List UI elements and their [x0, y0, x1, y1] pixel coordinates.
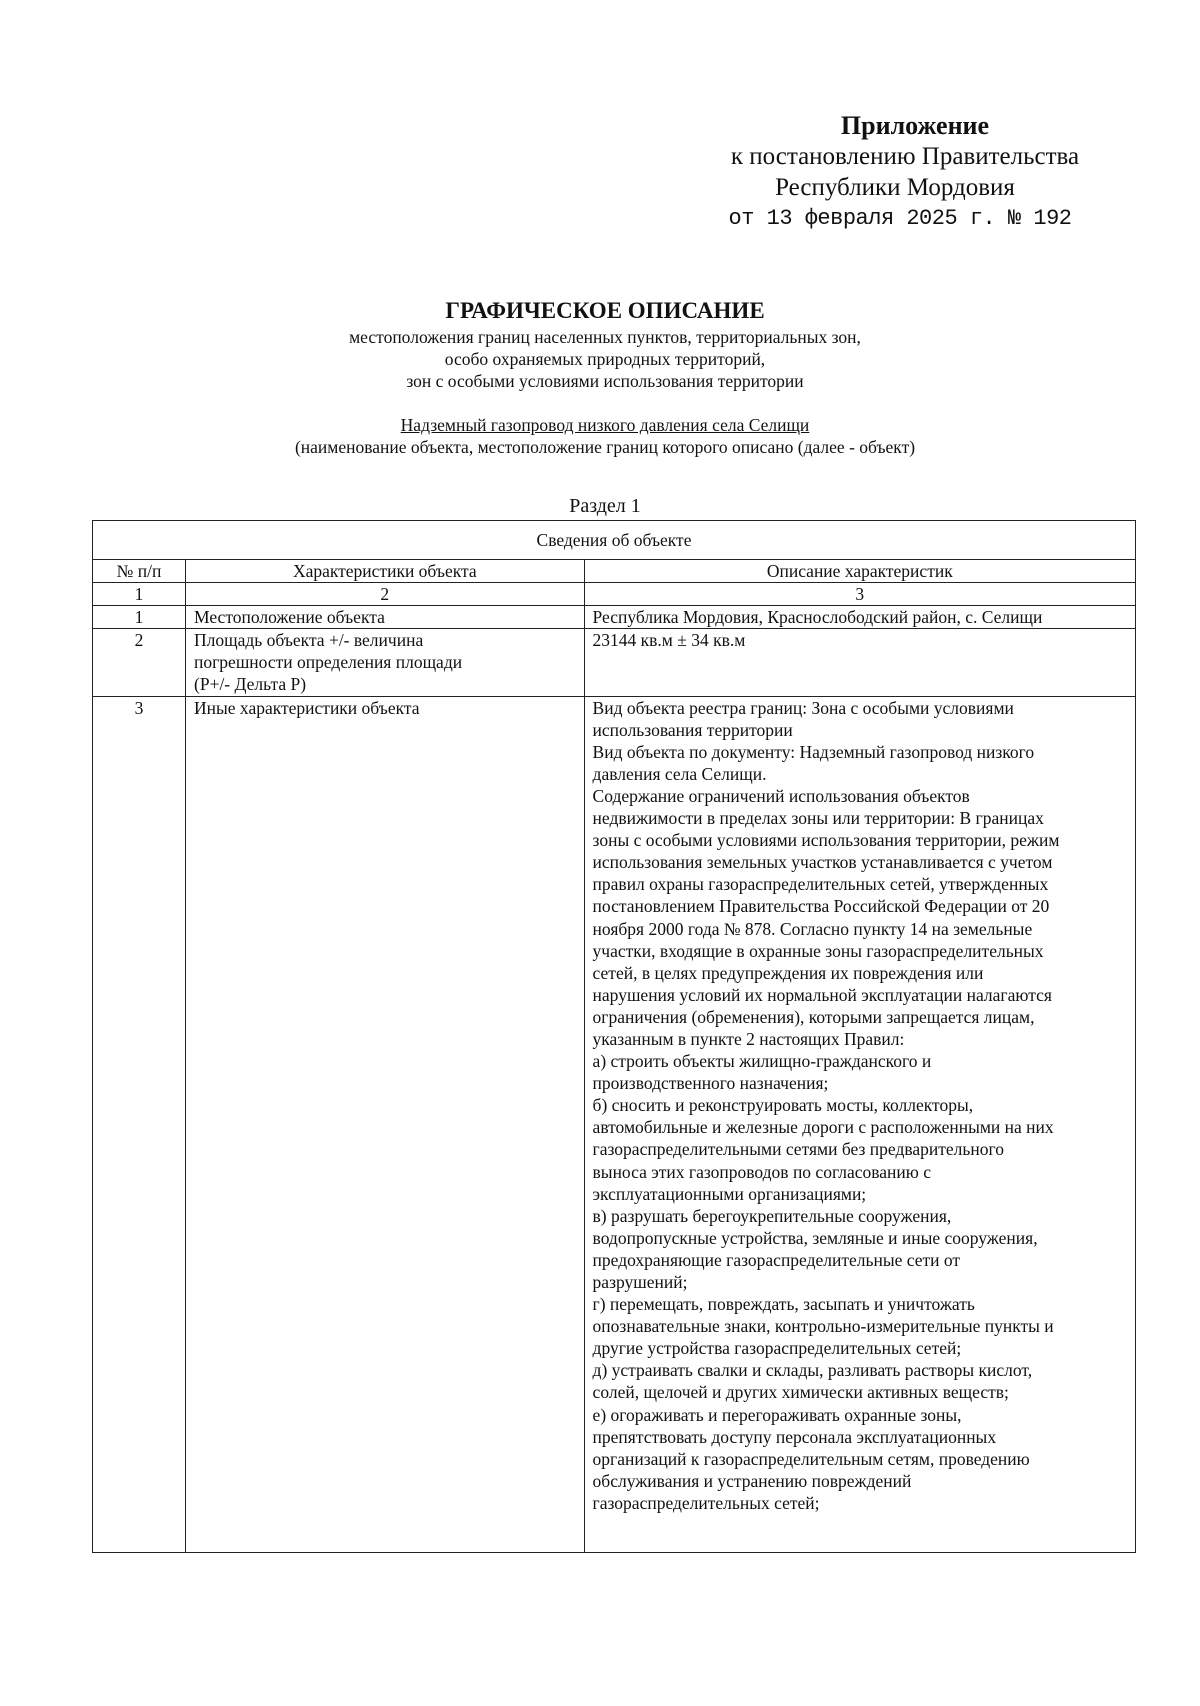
document-subtitle-line: зон с особыми условиями использования территории — [406, 371, 804, 391]
characteristic-line: погрешности определения площади — [194, 652, 463, 673]
document-subtitle-line: особо охраняемых природных территорий, — [444, 349, 766, 369]
characteristic-line: (P+/- Дельта P) — [194, 674, 307, 695]
description-line: сетей, в целях предупреждения их повреждения или — [592, 962, 984, 983]
description-line: солей, щелочей и других химически активных веществ; — [592, 1382, 1009, 1403]
description-line: предохраняющие газораспределительные сети от — [592, 1249, 961, 1270]
description-line: Вид объекта реестра границ: Зона с особыми условиями — [592, 697, 1014, 718]
row-number: 1 — [93, 606, 186, 629]
description-line: недвижимости в пределах зоны или территории: В границах — [592, 808, 1044, 829]
row-characteristic — [186, 696, 585, 1552]
description-line: в) разрушать берегоукрепительные сооружения, — [592, 1205, 952, 1226]
table-header-row — [93, 560, 1136, 583]
description-line: б) сносить и реконструировать мосты, коллекторы, — [592, 1095, 974, 1116]
header-description: Описание характеристик — [584, 560, 1135, 583]
appendix-line-3: Республики Мордовия — [775, 174, 1015, 201]
description-line: а) строить объекты жилищно-гражданского и — [592, 1051, 932, 1072]
description-line: участки, входящие в охранные зоны газораспределительных — [592, 940, 1044, 961]
description-line: газораспределительных сетей; — [592, 1492, 820, 1513]
description-line: автомобильные и железные дороги с расположенными на них — [592, 1117, 1054, 1138]
document-header — [150, 296, 1060, 458]
row-characteristic — [186, 629, 585, 696]
document-subtitle-line: местоположения границ населенных пунктов, территориальных зон, — [349, 327, 861, 347]
description-line: е) огораживать и перегораживать охранные зоны, — [592, 1404, 962, 1425]
description-line: эксплуатационными организациями; — [592, 1183, 867, 1204]
description-line: постановлением Правительства Российской Федерации от 20 — [592, 896, 1050, 917]
row-characteristic — [186, 606, 585, 629]
description-line: правил охраны газораспределительных сетей, утвержденных — [592, 874, 1049, 895]
description-line: ноября 2000 года № 878. Согласно пункту 14 на земельные — [592, 918, 1033, 939]
row-number: 3 — [93, 696, 186, 1552]
table-row — [93, 606, 1136, 629]
document-title: ГРАФИЧЕСКОЕ ОПИСАНИЕ — [445, 298, 765, 323]
description-line: производственного назначения; — [592, 1073, 829, 1094]
description-line: газораспределительными сетями без предварительного — [592, 1139, 1005, 1160]
description-line: Содержание ограничений использования объектов — [592, 785, 970, 806]
description-line: выноса этих газопроводов по согласованию с — [592, 1161, 932, 1182]
row-description — [584, 696, 1135, 1552]
appendix-line-2: к постановлению Правительства — [730, 143, 1080, 170]
object-info-table — [92, 520, 1136, 1553]
description-line: давления села Селищи. — [592, 763, 767, 784]
description-line: препятствовать доступу персонала эксплуатационных — [592, 1426, 997, 1447]
description-line: ограничения (обременения), которыми запрещается лицам, — [592, 1006, 1035, 1027]
table-title: Сведения об объекте — [93, 521, 1136, 560]
description-line: 23144 кв.м ± 34 кв.м — [592, 630, 746, 651]
row-number: 2 — [93, 629, 186, 696]
header-characteristic: Характеристики объекта — [186, 560, 585, 583]
characteristic-line: Местоположение объекта — [194, 607, 385, 628]
column-numbers-row — [93, 583, 1136, 606]
description-line: разрушений; — [592, 1272, 688, 1292]
description-line: другие устройства газораспределительных сетей; — [592, 1338, 962, 1359]
table-title-row — [93, 521, 1136, 560]
description-line: обслуживания и устранению повреждений — [592, 1470, 912, 1491]
description-line: организаций к газораспределительным сетям, проведению — [592, 1448, 1030, 1469]
column-number: 3 — [584, 583, 1135, 606]
description-line: Республика Мордовия, Краснослободский район, с. Селищи — [592, 607, 1043, 628]
description-line: Вид объекта по документу: Надземный газопровод низкого — [592, 741, 1035, 762]
table-row — [93, 696, 1136, 1552]
description-line: указанным в пункте 2 настоящих Правил: — [592, 1028, 905, 1049]
description-line: использования земельных участков устанавливается с учетом — [592, 852, 1053, 873]
section-label: Раздел 1 — [569, 495, 641, 517]
column-number: 1 — [93, 583, 186, 606]
characteristic-line: Иные характеристики объекта — [194, 697, 420, 718]
description-line: зоны с особыми условиями использования территории, режим — [592, 830, 1060, 851]
appendix-date: от 13 февраля 2025 г. № 192 — [728, 206, 1072, 231]
description-line: г) перемещать, повреждать, засыпать и уничтожать — [592, 1294, 975, 1315]
characteristic-line: Площадь объекта +/- величина — [194, 630, 424, 651]
row-description — [584, 629, 1135, 696]
appendix-block — [660, 110, 1130, 234]
table-row — [93, 629, 1136, 696]
description-line: опознавательные знаки, контрольно-измерительные пункты и — [592, 1316, 1054, 1337]
object-caption: (наименование объекта, местоположение границ которого описано (далее - объект) — [294, 437, 916, 457]
description-line: водопропускные устройства, земляные и иные сооружения, — [592, 1227, 1038, 1248]
description-line: нарушения условий их нормальной эксплуатации налагаются — [592, 984, 1052, 1005]
appendix-title: Приложение — [840, 111, 990, 140]
row-description — [584, 606, 1135, 629]
object-name: Надземный газопровод низкого давления села Селищи — [400, 415, 810, 435]
header-number: № п/п — [93, 560, 186, 583]
description-line: использования территории — [592, 719, 793, 740]
column-number: 2 — [186, 583, 585, 606]
description-line: д) устраивать свалки и склады, разливать растворы кислот, — [592, 1360, 1033, 1381]
